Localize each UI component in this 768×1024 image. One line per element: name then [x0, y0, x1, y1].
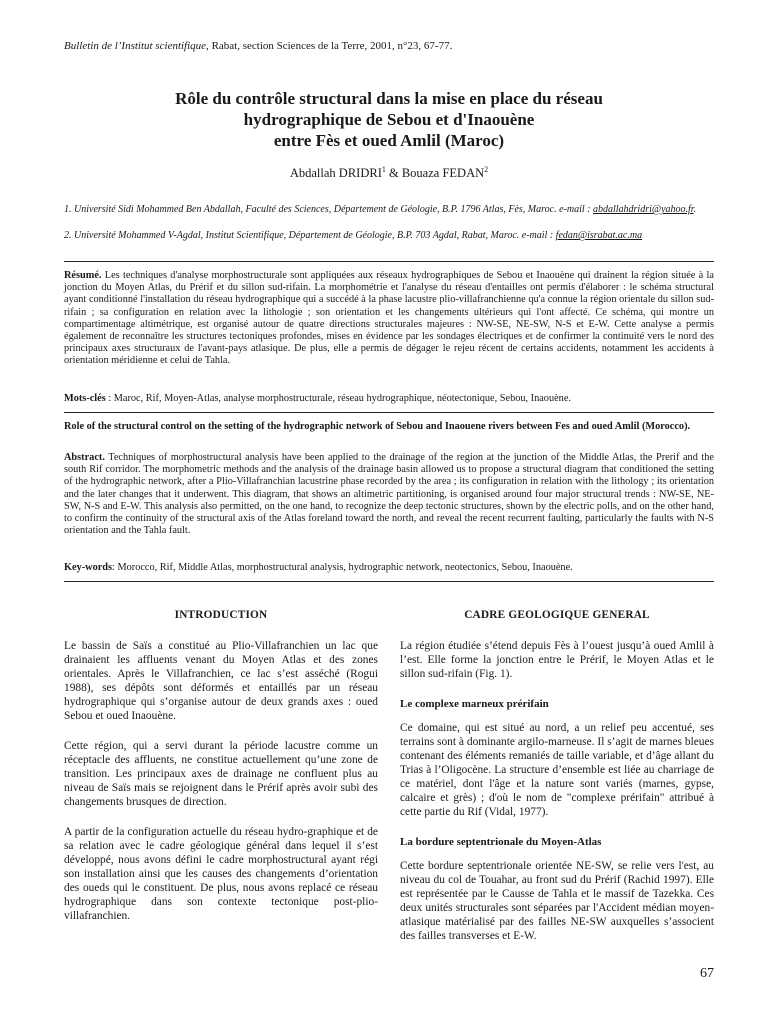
- abstract-paragraph: Abstract. Techniques of morphostructural analysis have been applied to the drainage of the region at the junction of the Middle Atlas, the Prerif and the south Rif corridor. The morphometric methods and the analysis of the drainage basin allowed us to propose a structural diagram that conditioned the setting of the hydrographic network, after a Plio-Villafranchian lacustrine phase recorded by the area ; its configuration in relation with the lithology ; its orientation and the later changes that it underwent. This diagram, that shows an altimetric partitioning, is organised around four major structural trends : NW-SE, NE-SW, N-S and E-W. This analysis also permitted, on the one hand, to recognize the deep tectonic structures, shown by the electric polls, and on the other hand, to confirm the continuity of the structural axis of the Atlas foreland toward the north, and reveal the recent recurrent faulting, particularly the faults with N-S orientation and the Tahla fault.: [64, 452, 714, 537]
- subsection-heading: La bordure septentrionale du Moyen-Atlas: [400, 836, 602, 848]
- paper-title: [64, 88, 714, 151]
- section-heading-introduction: INTRODUCTION: [174, 609, 268, 621]
- authors: Abdallah DRIDRI$^1$ & Bouaza FEDAN$^2$: [289, 165, 489, 181]
- affiliation-2: 2. Université Mohammed V-Agdal, Institut Scientifique, Département de Géologie, B.P. 703 Agdal, Rabat, Maroc. e-mail : fedan@israbat.ac.ma: [64, 230, 643, 241]
- page-number: 67: [700, 966, 714, 981]
- paper-page: [64, 0, 714, 1024]
- divider: [64, 412, 714, 413]
- body-paragraph: Cette région, qui a servi durant la période lacustre comme un réceptacle des affluents, ne constitue actuellement qu’une zone de transition. Les principaux axes de drainage ne confluent plus au niveau de Saïs mais se rejoignent dans le Prérif après avoir subi des changements brusques de direction.: [64, 740, 378, 808]
- subsection-heading: Le complexe marneux prérifain: [400, 698, 549, 710]
- body-paragraph: Ce domaine, qui est situé au nord, a un relief peu accentué, ses terrains sont à dominante argilo-marneuse. Il s’agit de marnes bleues contenant des éléments remaniés de taille variable, et d’âge allant du Trias à l’Oligocène. La structure d’ensemble est liée au charriage de ce matériel, dont l'âge et la nature sont variés (marnes, gypse, calcaire et grès) ; d'où le nom de "complexe prérifain" attribué à cette partie du Rif (Vidal, 1977).: [400, 722, 714, 818]
- journal-header: Bulletin de l’Institut scientifique, Rabat, section Sciences de la Terre, 2001, n°23, 67-77.: [64, 40, 453, 52]
- email-link-1[interactable]: abdallahdridri@yahoo.fr: [592, 204, 694, 215]
- body-paragraph: Cette bordure septentrionale orientée NE-SW, se relie vers l'est, au niveau du col de Touahar, au front sud du Prérif (Rachid 1997). Elle est représentée par le Causse de Tahla et le massif de Tazekka. Ces deux unités structurales sont séparées par l'Accident médian moyen-atlasique matérialisé par des failles NE-SW auxquelles s’associent des failles transverses et E-W.: [400, 860, 714, 942]
- key-words: Key-words: Morocco, Rif, Middle Atlas, morphostructural analysis, hydrographic network, neotectonics, Sebou, Inaouène.: [64, 562, 573, 573]
- mots-cles: Mots-clés : Maroc, Rif, Moyen-Atlas, analyse morphostructurale, réseau hydrographique, néotectonique, Sebou, Inaouène.: [64, 393, 571, 404]
- affiliation-1: 1. Université Sidi Mohammed Ben Abdallah, Faculté des Sciences, Département de Géologie, B.P. 1796 Atlas, Fès, Maroc. e-mail : abdallahdridri@yahoo.fr.: [64, 204, 697, 215]
- title-line: hydrographique de Sebou et d'Inaouène: [243, 110, 535, 129]
- resume-paragraph: Résumé. Les techniques d'analyse morphostructurale sont appliquées aux réseaux hydrographiques de Sebou et Inaouène qui drainent la région située à la jonction du Moyen Atlas, du Prérif et du sillon sud-rifain. La morphométrie et l'analyse du réseau d'entailles ont permis d'élaborer : le schéma structural ayant conditionné l'installation du réseau hydrographique qui a succédé à la phase lacustre plio-villafranchienne qu'a connue la région orientale du sillon sud-rifain ; sa configuration en relation avec la lithologie ; son orientation et les changements ultérieurs qui l'ont affecté. Ce schéma, qui montre un compartimentage altimétrique, est organisé autour de quatre directions structurales majeures : NW-SE, NE-SW, N-S et E-W. Cette analyse a permis également de reconnaître les structures tectoniques profondes, mises en évidence par les sondages électriques et de confirmer la continuité vers le nord des principaux axes structuraux de l'avant-pays atlasique. De plus, elle a permis de dégager le rejeu récent de certains accidents, notamment les accidents à orientation méridienne et celui de Tahla.: [64, 270, 714, 367]
- body-paragraph: La région étudiée s’étend depuis Fès à l’ouest jusqu’à oued Amlil à l’est. Elle forme la jonction entre le Prérif, le Moyen Atlas et le sillon sud-rifain (Fig. 1).: [400, 640, 714, 680]
- title-line: entre Fès et oued Amlil (Maroc): [273, 131, 505, 150]
- section-heading-cadre: CADRE GEOLOGIQUE GENERAL: [464, 609, 650, 621]
- divider: [64, 581, 714, 582]
- english-title: Role of the structural control on the setting of the hydrographic network of Sebou and Inaouene rivers between Fes and oued Amlil (Morocco).: [64, 421, 691, 432]
- body-paragraph: Le bassin de Saïs a constitué au Plio-Villafranchien un lac que drainaient les affluents venant du Moyen Atlas et des zones orientales. Après le Villafranchien, ce lac s’est asséché (Rogui 1988), ses dépôts sont déformés et entaillés par un réseau hydrographique qui s’organise autour de deux grands axes : oued Sebou et oued Inaouène.: [64, 640, 378, 722]
- title-line: Rôle du contrôle structural dans la mise en place du réseau: [175, 89, 603, 108]
- email-link-2[interactable]: fedan@israbat.ac.ma: [555, 230, 643, 241]
- body-paragraph: A partir de la configuration actuelle du réseau hydro-graphique et de sa relation avec le cadre géologique général dans lequel il s’est développé, nous avons défini le cadre morphostructural ayant régi son installation ainsi que les causes des changements d’orientation des oueds qui le constituent. De plus, nous avons replacé ce réseau hydrographique dans son contexte tectonique post-plio-villafranchien.: [64, 826, 378, 922]
- left-column: [64, 608, 378, 939]
- divider: [64, 261, 714, 262]
- right-column: [400, 608, 714, 959]
